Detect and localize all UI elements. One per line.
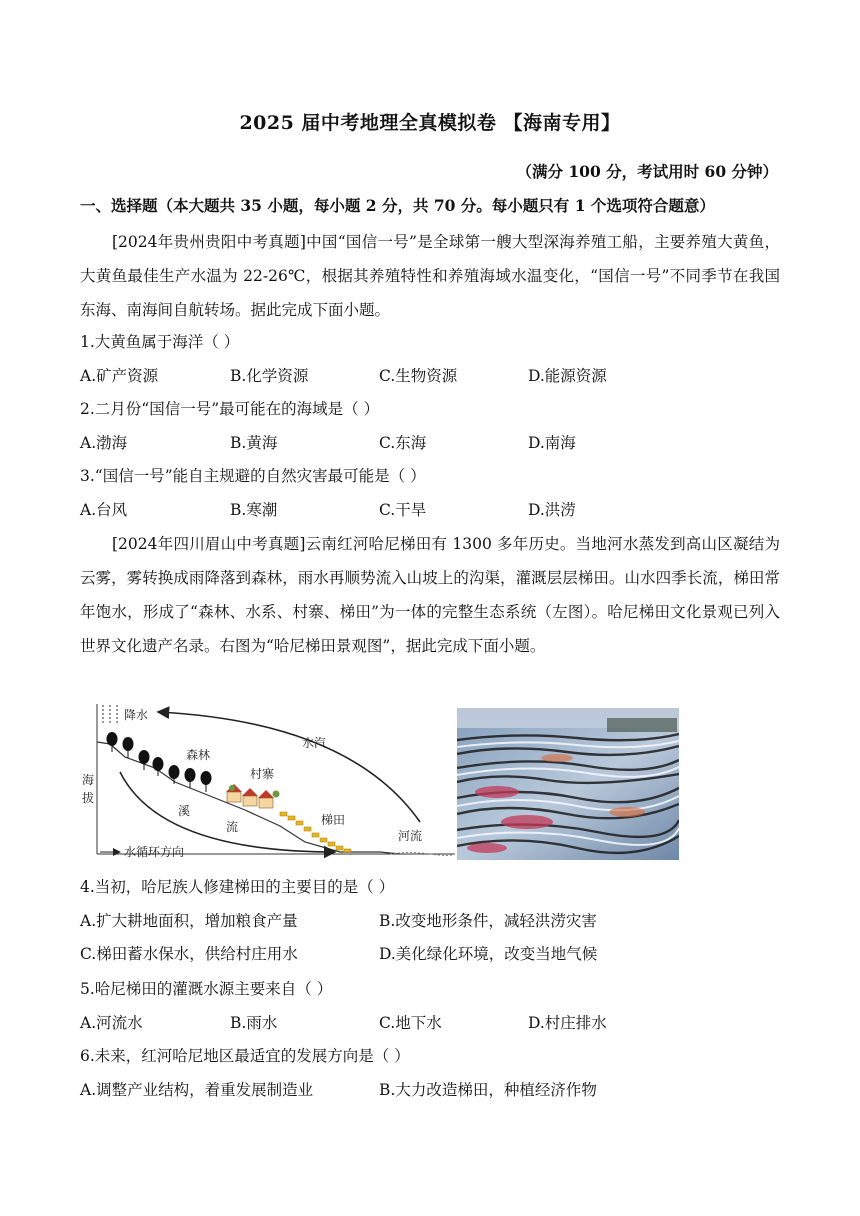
forest-trees (107, 732, 212, 792)
option-d[interactable]: D.南海 (528, 434, 576, 452)
cycle-direction-label: 水循环方向 (124, 845, 185, 859)
page-title: 2025 届中考地理全真模拟卷 【海南专用】 (239, 112, 621, 134)
terrace-label: 梯田 (321, 813, 346, 827)
option-b[interactable]: B.化学资源 (230, 367, 309, 385)
option-b[interactable]: B.雨水 (230, 1014, 278, 1032)
question-6-options (80, 1078, 780, 1108)
question-1-options (80, 364, 780, 394)
altitude-label-1: 海 (82, 773, 95, 787)
passage-2-line: 凝结为云雾，雾转换成雨降落到森林，雨水再顺势流入山坡上的沟渠，灌溉层层梯田。山水 (80, 535, 780, 587)
vapor-label: 水汽 (302, 736, 327, 750)
terraced-fields-photo (457, 708, 679, 860)
figure-row (80, 702, 680, 862)
passage-2-line: 图）。哈尼梯田文化景观已列入世界文化遗产名录。右图为“哈尼梯田景观图”，据此完成 (80, 603, 780, 655)
passage-1-line: [2024年贵州贵阳中考真题]中国“国信一号”是全球第一艘大型深海养殖工船，主要养 (112, 233, 702, 251)
village-houses (226, 784, 280, 808)
river-label: 河流 (398, 829, 423, 843)
option-b[interactable]: B.大力改造梯田，种植经济作物 (379, 1081, 597, 1099)
option-d[interactable]: D.能源资源 (528, 367, 607, 385)
rain-label: 降水 (124, 708, 149, 722)
question-4-options (80, 909, 780, 939)
passage-1-line: 殖大黄鱼，大黄鱼最佳生产水温为 22-26℃，根据其养殖特性和养殖海域水温变化，“国信一 (80, 233, 780, 285)
option-a[interactable]: A.河流水 (80, 1014, 143, 1032)
passage-2-line: 下面小题。 (467, 637, 546, 655)
option-c[interactable]: C.地下水 (379, 1014, 442, 1032)
stream-label-1: 溪 (178, 804, 191, 818)
option-b[interactable]: B.改变地形条件，减轻洪涝灾害 (379, 912, 597, 930)
village-label: 村寨 (250, 767, 275, 781)
water-cycle-diagram (80, 702, 455, 862)
question-4-options-row-2 (80, 942, 780, 972)
option-b[interactable]: B.寒潮 (230, 501, 278, 519)
question-3-stem: 3.“国信一号”能自主规避的自然灾害最可能是（ ） (80, 467, 426, 485)
section-heading: 一、选择题（本大题共 35 小题，每小题 2 分，共 70 分。每小题只有 1 个选项符合题意） (80, 196, 715, 215)
question-3-options (80, 498, 780, 528)
option-c[interactable]: C.干旱 (379, 501, 427, 519)
question-6-stem: 6.未来，红河哈尼地区最适宜的发展方向是（ ） (80, 1047, 410, 1065)
option-c[interactable]: C.东海 (379, 434, 427, 452)
option-a[interactable]: A.台风 (80, 501, 128, 519)
option-d[interactable]: D.洪涝 (528, 501, 576, 519)
question-5-options (80, 1011, 780, 1041)
option-c[interactable]: C.梯田蓄水保水，供给村庄用水 (80, 945, 298, 963)
forest-label: 森林 (186, 748, 211, 762)
option-a[interactable]: A.扩大耕地面积，增加粮食产量 (80, 912, 298, 930)
question-1-stem: 1.大黄鱼属于海洋（ ） (80, 333, 240, 351)
question-4-stem: 4.当初，哈尼族人修建梯田的主要目的是（ ） (80, 878, 395, 896)
option-d[interactable]: D.村庄排水 (528, 1014, 607, 1032)
option-a[interactable]: A.矿产资源 (80, 367, 159, 385)
question-2-options (80, 431, 780, 461)
altitude-label-2: 拔 (82, 791, 95, 805)
passage-2 (80, 527, 780, 663)
option-b[interactable]: B.黄海 (230, 434, 278, 452)
passage-2-line: [2024年四川眉山中考真题]云南红河哈尼梯田有 1300 多年历史。当地河水蒸发到高山区 (112, 535, 734, 553)
option-c[interactable]: C.生物资源 (379, 367, 458, 385)
passage-1 (80, 225, 780, 327)
vapor-arrow (158, 712, 420, 822)
stream-label-2: 流 (226, 820, 239, 834)
passage-2-line: 四季长流，梯田常年饱水，形成了“森林、水系、村寨、梯田”为一体的完整生态系统（左 (80, 569, 780, 621)
option-d[interactable]: D.美化绿化环境，改变当地气候 (379, 945, 598, 963)
question-5-stem: 5.哈尼梯田的灌溉水源主要来自（ ） (80, 980, 333, 998)
terrace-photo-image (457, 708, 679, 860)
rain-arrows (103, 705, 117, 724)
score-info: （满分 100 分，考试用时 60 分钟） (516, 162, 778, 181)
question-2-stem: 2.二月份“国信一号”最可能在的海域是（ ） (80, 400, 380, 418)
passage-1-line: 号”不同季节在我国东海、南海间自航转场。据此完成下面小题。 (80, 267, 780, 319)
option-a[interactable]: A.调整产业结构，着重发展制造业 (80, 1081, 314, 1099)
option-a[interactable]: A.渤海 (80, 434, 128, 452)
